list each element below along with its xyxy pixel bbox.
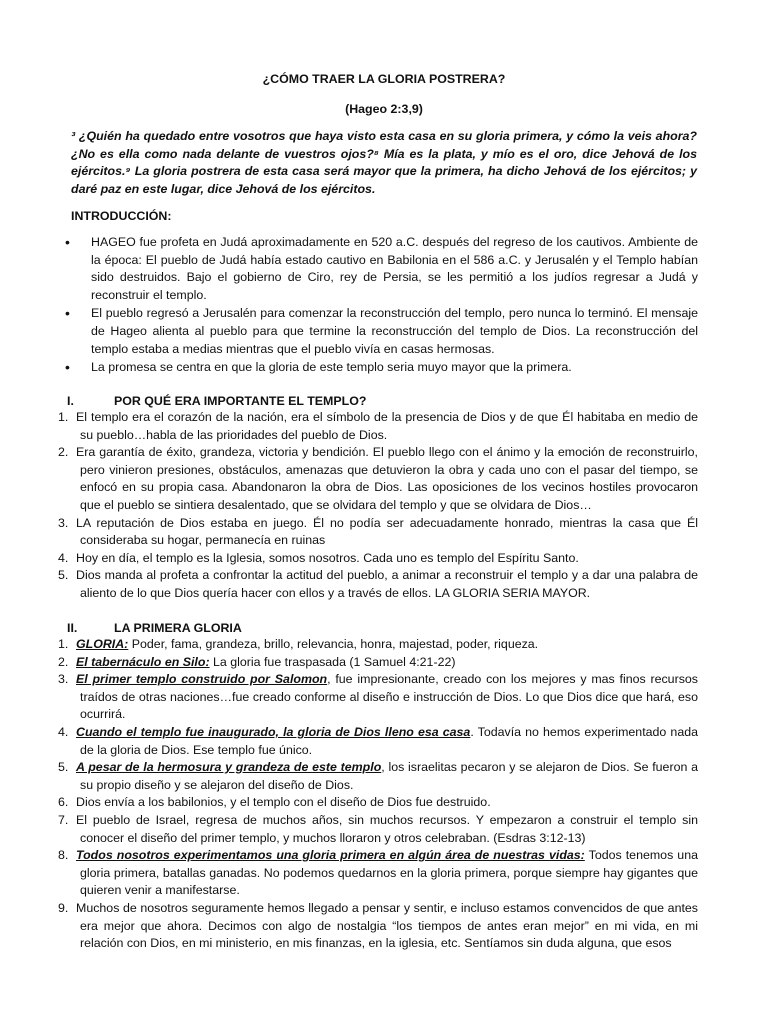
- item-text: Hoy en día, el templo es la Iglesia, somos nosotros. Cada uno es templo del Espíritu Santo.: [76, 550, 579, 565]
- item-number: 1.: [58, 410, 69, 424]
- section-1-list: [50, 409, 698, 603]
- list-item: [50, 636, 698, 654]
- item-text: La gloria fue traspasada (1 Samuel 4:21-22): [209, 654, 456, 669]
- item-number: 5.: [58, 760, 69, 775]
- item-lead: Cuando el templo fue inaugurado, la gloria de Dios lleno esa casa: [76, 724, 471, 739]
- item-text: El templo era el corazón de la nación, era el símbolo de la presencia de Dios y de que Él habitaba en medio de su pueblo…habla de las prioridades del pueblo de Dios.: [76, 410, 698, 442]
- list-item: [50, 409, 698, 444]
- item-number: 4.: [58, 550, 69, 565]
- section-2-list: [50, 636, 698, 953]
- list-item: [50, 515, 698, 550]
- item-text: , fue impresionante, creado con los mejores y mas finos recursos traídos de otras naciones…fue creado conforme al diseño e instrucción de Dios. Lo que Dios dice que hará, eso ocurrirá.: [80, 672, 698, 722]
- intro-bullet: • La promesa se centra en que la gloria de este templo seria muyo mayor que la primera.: [91, 359, 698, 377]
- section-2-title: LA PRIMERA GLORIA: [114, 621, 242, 635]
- item-text: LA reputación de Dios estaba en juego. Él no podía ser adecuadamente honrado, mientras la casa que Él consideraba su hogar, permanecía en ruinas: [76, 515, 698, 548]
- list-item: [50, 847, 698, 900]
- item-lead: Todos nosotros experimentamos una gloria primera en algún área de nuestras vidas:: [76, 848, 585, 863]
- item-number: 2.: [58, 445, 69, 460]
- scripture-reference: (Hageo 2:3,9): [345, 102, 423, 116]
- item-text: Muchos de nosotros seguramente hemos llegado a pensar y sentir, e incluso estamos convencidos de que antes era mejor que ahora. Decimos con algo de nostalgia “los tiempos de antes eran mejor” en mi vida, en mi relación con Dios, en mi ministerio, en mis finanzas, en la iglesia, etc. Sentíamos sin duda alguna, que esos: [76, 900, 698, 951]
- list-item: [50, 759, 698, 794]
- scripture-verse: ³ ¿Quién ha quedado entre vosotros que haya visto esta casa en su gloria primera, y cómo la veis ahora? ¿No es ella como nada delante de vuestros ojos?⁸ Mía es la plata, y mío es el oro, dice Jehová de los ejércitos.⁹ La gloria postrera de esta casa será mayor que la primera, ha dicho Jehová de los ejércitos; y daré paz en este lugar, dice Jehová de los ejércitos.: [71, 129, 697, 196]
- intro-bullet-list: [91, 234, 698, 378]
- item-lead: A pesar de la hermosura y grandeza de este templo: [76, 760, 382, 775]
- document-title: ¿CÓMO TRAER LA GLORIA POSTRERA?: [262, 72, 506, 86]
- item-number: 1.: [58, 637, 69, 651]
- item-number: 8.: [58, 848, 69, 863]
- section-1-title: POR QUÉ ERA IMPORTANTE EL TEMPLO?: [114, 394, 367, 408]
- list-item: [50, 567, 698, 602]
- list-item: [50, 812, 698, 847]
- list-item: [50, 444, 698, 514]
- item-number: 2.: [58, 654, 69, 669]
- section-2-number: II.: [67, 621, 78, 635]
- list-item: [50, 550, 698, 568]
- item-text: Dios envía a los babilonios, y el templo con el diseño de Dios fue destruido.: [76, 795, 491, 810]
- intro-heading: INTRODUCCIÓN:: [71, 209, 172, 223]
- item-text: , los israelitas pecaron y se alejaron de Dios. Se fueron a su propio diseño y se alejaron del diseño de Dios.: [80, 760, 698, 792]
- item-number: 5.: [58, 568, 69, 583]
- list-item: [50, 724, 698, 759]
- section-1-number: I.: [67, 394, 74, 408]
- item-lead: GLORIA:: [76, 637, 129, 651]
- item-number: 7.: [58, 812, 69, 827]
- item-text: Todos tenemos una gloria primera, batallas ganadas. No podemos quedarnos en la gloria primera, porque siempre hay gigantes que quieren venir a manifestarse.: [80, 848, 698, 898]
- item-text: Poder, fama, grandeza, brillo, relevancia, honra, majestad, poder, riqueza.: [128, 637, 539, 651]
- item-text: Dios manda al profeta a confrontar la actitud del pueblo, a animar a reconstruir el templo y a dar una palabra de aliento de lo que Dios quería hacer con ellos y a través de ellos. LA GLORIA SERIA MAYOR.: [76, 568, 698, 600]
- item-text: . Todavía no hemos experimentado nada de la gloria de Dios. Ese templo fue único.: [80, 724, 698, 757]
- item-lead: El primer templo construido por Salomon: [76, 672, 328, 687]
- item-number: 9.: [58, 900, 69, 915]
- list-item: [50, 671, 698, 724]
- list-item: [50, 794, 698, 812]
- item-text: El pueblo de Israel, regresa de muchos años, sin muchos recursos. Y empezaron a construir el templo sin conocer el diseño del primer templo, y muchos lloraron y otros celebraban. (Esdras 3:12-13): [76, 812, 698, 845]
- item-number: 6.: [58, 795, 69, 810]
- intro-bullet: • HAGEO fue profeta en Judá aproximadamente en 520 a.C. después del regreso de los cautivos. Ambiente de la época: El pueblo de Judá había estado cautivo en Babilonia en el 586 a.C. y Jerusalén y el Templo habían sido destruidos. Bajo el gobierno de Ciro, rey de Persia, se les permitió a los judíos regresar a Judá y reconstruir el templo.: [91, 234, 698, 304]
- list-item: [50, 654, 698, 672]
- intro-bullet: • El pueblo regresó a Jerusalén para comenzar la reconstrucción del templo, pero nunca lo terminó. El mensaje de Hageo alienta al pueblo para que termine la reconstrucción del templo de Dios. La reconstrucción del templo estaba a medias mientras que el pueblo vivía en casas hermosas.: [91, 305, 698, 358]
- item-number: 3.: [58, 672, 69, 687]
- item-number: 4.: [58, 724, 69, 739]
- item-number: 3.: [58, 515, 69, 530]
- item-lead: El tabernáculo en Silo:: [76, 654, 210, 669]
- list-item: [50, 900, 698, 953]
- item-text: Era garantía de éxito, grandeza, victoria y bendición. El pueblo llego con el ánimo y la emoción de reconstruirlo, pero vinieron presiones, obstáculos, amenazas que detuvieron la obra y cada uno con el pasar del tiempo, se enfocó en su propia casa. Abandonaron la obra de Dios. Las oposiciones de los vecinos hostiles provocaron que el pueblo se sintiera desalentado, que se olvidara del templo y que se olvidara de Dios…: [76, 445, 698, 512]
